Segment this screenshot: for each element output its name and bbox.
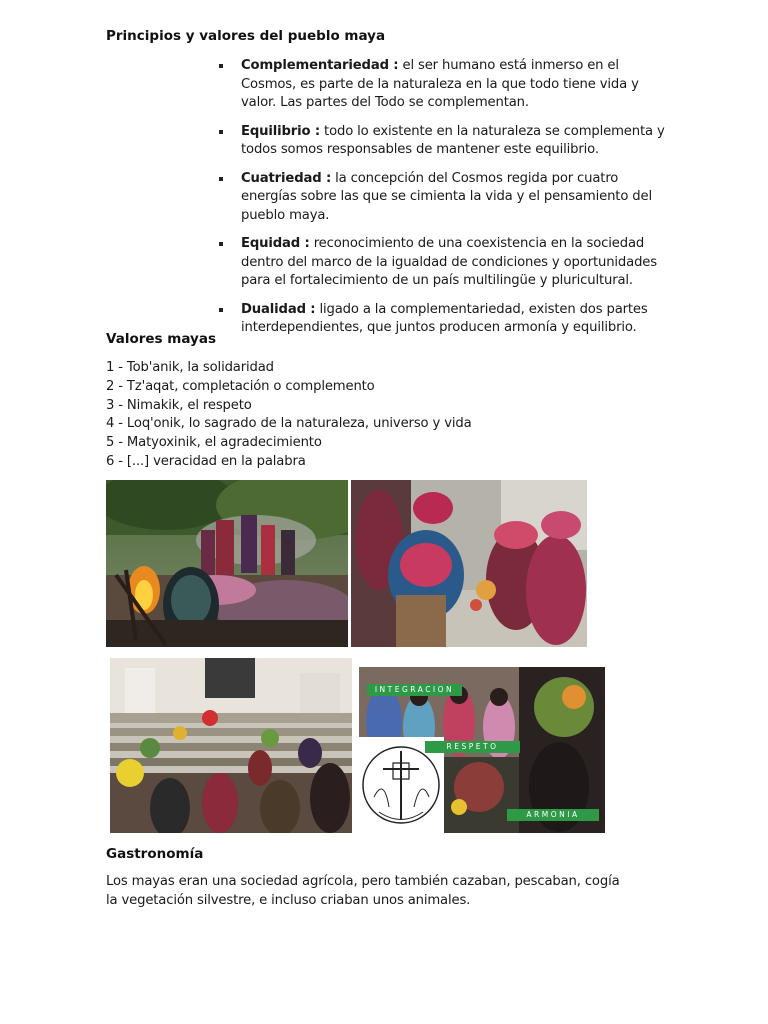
principle-term: Equidad : xyxy=(241,236,310,251)
list-item xyxy=(218,235,668,291)
photo-women-offering xyxy=(351,480,587,647)
principles-list xyxy=(218,57,668,348)
gastronomy-paragraph: Los mayas eran una sociedad agrícola, pero también cazaban, pescaban, cogía la vegetación silvestre, e incluso criaban unos animales. xyxy=(106,874,620,908)
principle-text: el ser humano está inmerso en el Cosmos, es parte de la naturaleza en la que todo tiene vida y valor. Las partes del Todo se complementan. xyxy=(241,58,639,110)
values-list xyxy=(106,359,606,472)
photo-values-collage xyxy=(359,667,605,833)
banner-respeto: RESPETO xyxy=(425,741,520,753)
bullet-icon xyxy=(219,130,223,134)
list-item: 5 - Matyoxinik, el agradecimiento xyxy=(106,435,322,451)
principle-text: la concepción del Cosmos regida por cuatro energías sobre las que se cimienta la vida y el pensamiento del pueblo maya. xyxy=(241,170,652,223)
principle-text: reconocimiento de una coexistencia en la sociedad dentro del marco de la igualdad de condiciones y oportunidades para el fortalecimiento de un país multilingüe y pluricultural. xyxy=(241,236,657,288)
list-item xyxy=(218,57,668,113)
principle-term: Complementariedad : xyxy=(241,58,399,73)
list-item xyxy=(218,123,668,160)
bullet-icon xyxy=(219,177,223,181)
principle-text: ligado a la complementariedad, existen dos partes interdependientes, que juntos producen armonía y equilibrio. xyxy=(241,301,648,335)
principle-text: todo lo existente en la naturaleza se complementa y todos somos responsables de mantener este equilibrio. xyxy=(241,123,665,157)
principle-term: Cuatriedad : xyxy=(241,170,332,186)
bullet-icon xyxy=(219,242,223,246)
list-item: 1 - Tob'anik, la solidaridad xyxy=(106,360,274,375)
banner-armonia: ARMONIA xyxy=(507,809,599,821)
list-item: 3 - Nimakik, el respeto xyxy=(106,397,252,413)
list-item xyxy=(218,301,668,338)
list-item xyxy=(218,170,668,226)
photo-church-steps xyxy=(110,658,352,833)
bullet-icon xyxy=(219,64,223,68)
principle-term: Dualidad : xyxy=(241,301,316,317)
principle-term: Equilibrio : xyxy=(241,123,320,139)
bullet-icon xyxy=(219,308,223,312)
section-title-principles: Principios y valores del pueblo maya xyxy=(106,28,386,44)
list-item: 6 - [...] veracidad en la palabra xyxy=(106,453,306,469)
section-title-values: Valores mayas xyxy=(106,331,216,347)
list-item: 4 - Loq'onik, lo sagrado de la naturaleza, universo y vida xyxy=(106,416,472,432)
list-item: 2 - Tz'aqat, completación o complemento xyxy=(106,378,375,394)
photo-ceremony-fire xyxy=(106,480,348,647)
section-title-gastronomy: Gastronomía xyxy=(106,846,204,862)
banner-integracion: INTEGRACION xyxy=(367,684,462,696)
